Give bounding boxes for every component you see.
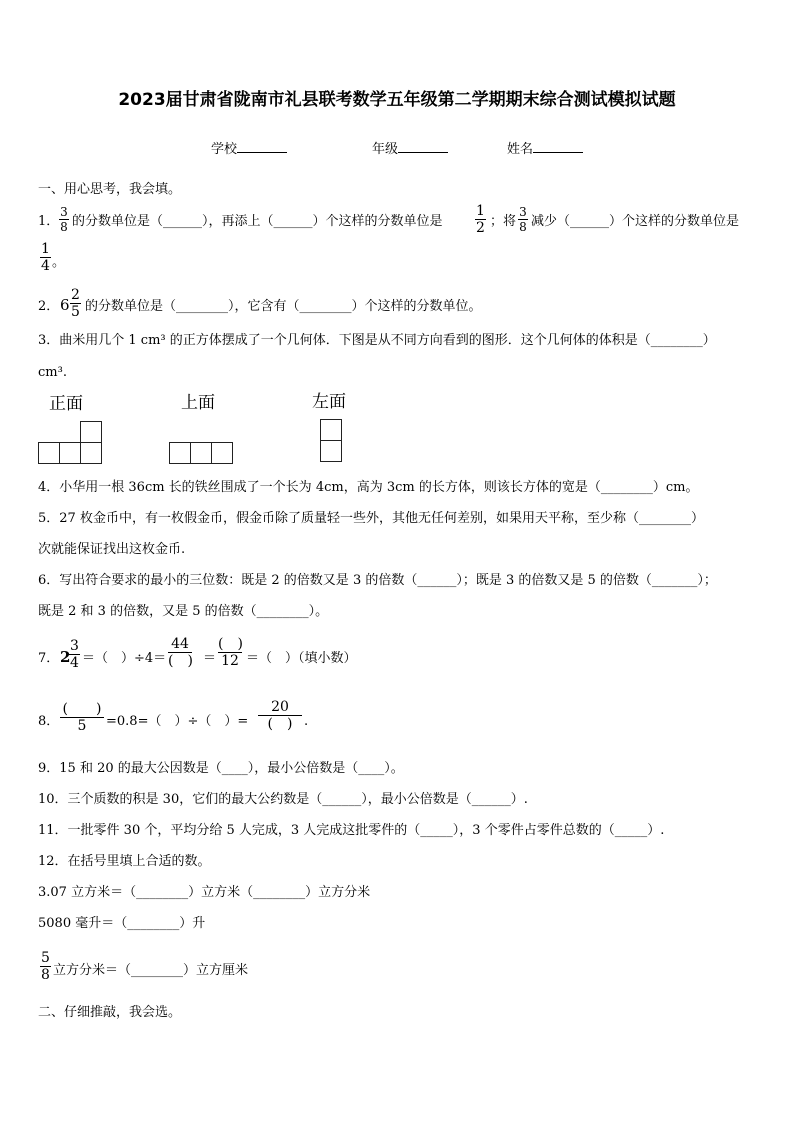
q1-text-4: 。 [52, 255, 66, 270]
q5-text-1: 5．27 枚金币中，有一枚假金币，假金币除了质量轻一些外，其他无任何差别，如果用天平称，至少称（________） [38, 511, 704, 526]
q9-text: 9．15 和 20 的最大公因数是（____），最小公倍数是（____）。 [38, 761, 404, 776]
q7-text-2: ＝ [203, 651, 217, 666]
grade-field[interactable]: 年级 [372, 143, 448, 156]
q8-fraction-2: 20 ( ) [258, 700, 302, 731]
section-1-heading: 一、用心思考，我会填。 [38, 182, 182, 197]
q1-number: 1． [38, 214, 60, 229]
name-field[interactable]: 姓名 [507, 143, 583, 156]
q7-text-3: ＝（ ）（填小数） [246, 651, 357, 666]
school-field[interactable]: 学校 [211, 143, 287, 156]
section-2-heading: 二、仔细推敲，我会选。 [38, 1005, 182, 1020]
q8-fraction-1: ( ) 5 [60, 702, 104, 733]
page-title: 2023届甘肃省陇南市礼县联考数学五年级第二学期期末综合测试模拟试题 [118, 90, 676, 110]
q6-text-1: 6．写出符合要求的最小的三位数：既是 2 的倍数又是 3 的倍数（______）；既是 3 的倍数又是 5 的倍数（_______）； [38, 573, 717, 588]
q12-line-3: 立方分米＝（________）立方厘米 [53, 963, 249, 978]
q3-text-1: 3．曲米用几个 1 cm³ 的正方体摆成了一个几何体．下图是从不同方向看到的图形．这个几何体的体积是（________） [38, 333, 716, 348]
q2-whole: 6 [60, 296, 70, 314]
q7-whole: 2 [60, 648, 71, 666]
view-label-front: 正面 [49, 394, 83, 414]
q6-text-2: 既是 2 和 3 的倍数，又是 5 的倍数（________）。 [38, 604, 329, 619]
q2-text: 的分数单位是（________），它含有（________）个这样的分数单位。 [85, 299, 482, 314]
q8-text-1: =0.8=（ ）÷（ ）= [106, 714, 249, 729]
q12-line-2: 5080 毫升＝（________）升 [38, 916, 206, 931]
q7-number: 7． [38, 651, 60, 666]
q12-title: 12．在括号里填上合适的数。 [38, 854, 211, 869]
q7-fraction-1: 3 4 [70, 638, 79, 671]
q8-number: 8． [38, 714, 60, 729]
view-label-top: 上面 [181, 393, 215, 413]
q7-fraction-3: ( ) 12 [218, 636, 243, 669]
q12-fraction: 5 8 [41, 950, 50, 983]
q10-text: 10．三个质数的积是 30，它们的最大公约数是（______），最小公倍数是（______）. [38, 792, 528, 807]
q7-text-1: ＝（ ）÷4＝ [82, 651, 167, 666]
view-label-left: 左面 [312, 392, 346, 412]
q1-fraction-1: 3 8 [60, 205, 68, 234]
q1-fraction-3: 3 8 [519, 205, 527, 234]
q1-fraction-4: 1 4 [41, 241, 50, 274]
q12-line-1: 3.07 立方米＝（________）立方米（________）立方分米 [38, 885, 371, 900]
q3-text-2: cm³. [38, 365, 67, 380]
q7-fraction-2: 44 ( ) [168, 636, 193, 669]
q1-text-2: ；将 [490, 214, 517, 229]
q2-fraction: 2 5 [71, 287, 80, 320]
q2-number: 2． [38, 299, 60, 314]
q1-fraction-2: 1 2 [476, 203, 485, 236]
q1-text-1: 的分数单位是（______），再添上（______）个这样的分数单位是 [72, 214, 443, 229]
q8-text-2: . [304, 714, 309, 729]
q1-text-3: 减少（______）个这样的分数单位是 [531, 214, 740, 229]
q5-text-2: 次就能保证找出这枚金币. [38, 542, 186, 557]
q4-text: 4．小华用一根 36cm 长的铁丝围成了一个长为 4cm，高为 3cm 的长方体，则该长方体的宽是（________）cm。 [38, 480, 699, 495]
q11-text: 11．一批零件 30 个，平均分给 5 人完成，3 人完成这批零件的（_____），3 个零件占零件总数的（_____）. [38, 823, 665, 838]
